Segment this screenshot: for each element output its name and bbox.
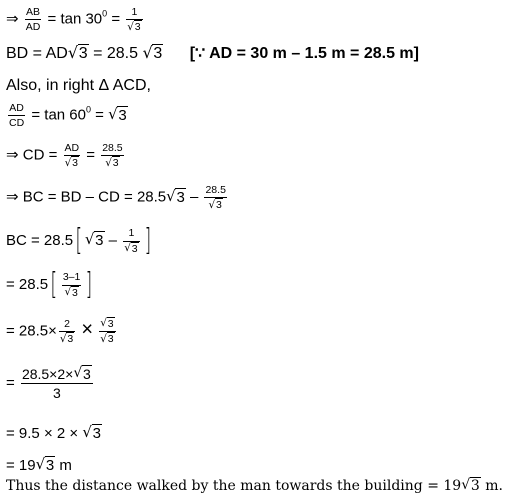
step-7: BC = 28.5[√ 3 – 1 √ 3 ] <box>6 226 153 256</box>
tan-30: = tan 30 <box>47 10 103 28</box>
step-2: BD = AD√ 3 = 28.5 √ 3 [∵ AD = 30 m – 1.5 m = 28.5 m] <box>6 46 419 62</box>
step-10: = $\frac{28.5\times 2\times√ 3}{3}$ <box>6 366 95 401</box>
step-1: ⇒ $\frac{AB}{AD}$ = $\tan 30^0$ = 1 √ 3 <box>6 6 145 33</box>
step-4: $\frac{AD}{CD}$ = $\tan 60^0$ = √ 3 <box>6 102 128 129</box>
step-11: = 9.5 × 2 × √ 3 <box>6 426 102 441</box>
step-5: ⇒ CD = AD √ 3 = 28.5 √ 3 <box>6 142 126 169</box>
step-8: = 28.5[ 3–1 √ 3 ] <box>6 270 95 300</box>
step-6: ⇒ BC = BD – CD = 28.5√ 3 – 28.5 √ 3 <box>6 184 229 211</box>
given-note: [∵ AD = 30 m – 1.5 m = 28.5 m] <box>189 45 419 62</box>
conclusion: Thus the distance walked by the man towards the building = 19√ 3 m. <box>6 479 503 493</box>
fraction-1-root3: 1 √ 3 <box>126 6 142 33</box>
fraction-ad-cd: $\frac{AD}{CD}$ <box>9 102 25 130</box>
step-12: = 19√ 3 m <box>6 458 72 473</box>
step-3: Also, in right Δ ACD, <box>6 77 151 94</box>
step-9: = 28.5× 2 √ 3 × √ 3 √ 3 <box>6 318 118 345</box>
implies-symbol: ⇒ <box>6 10 19 28</box>
fraction-ab-ad: $\frac{AB}{AD}$ <box>25 6 41 34</box>
